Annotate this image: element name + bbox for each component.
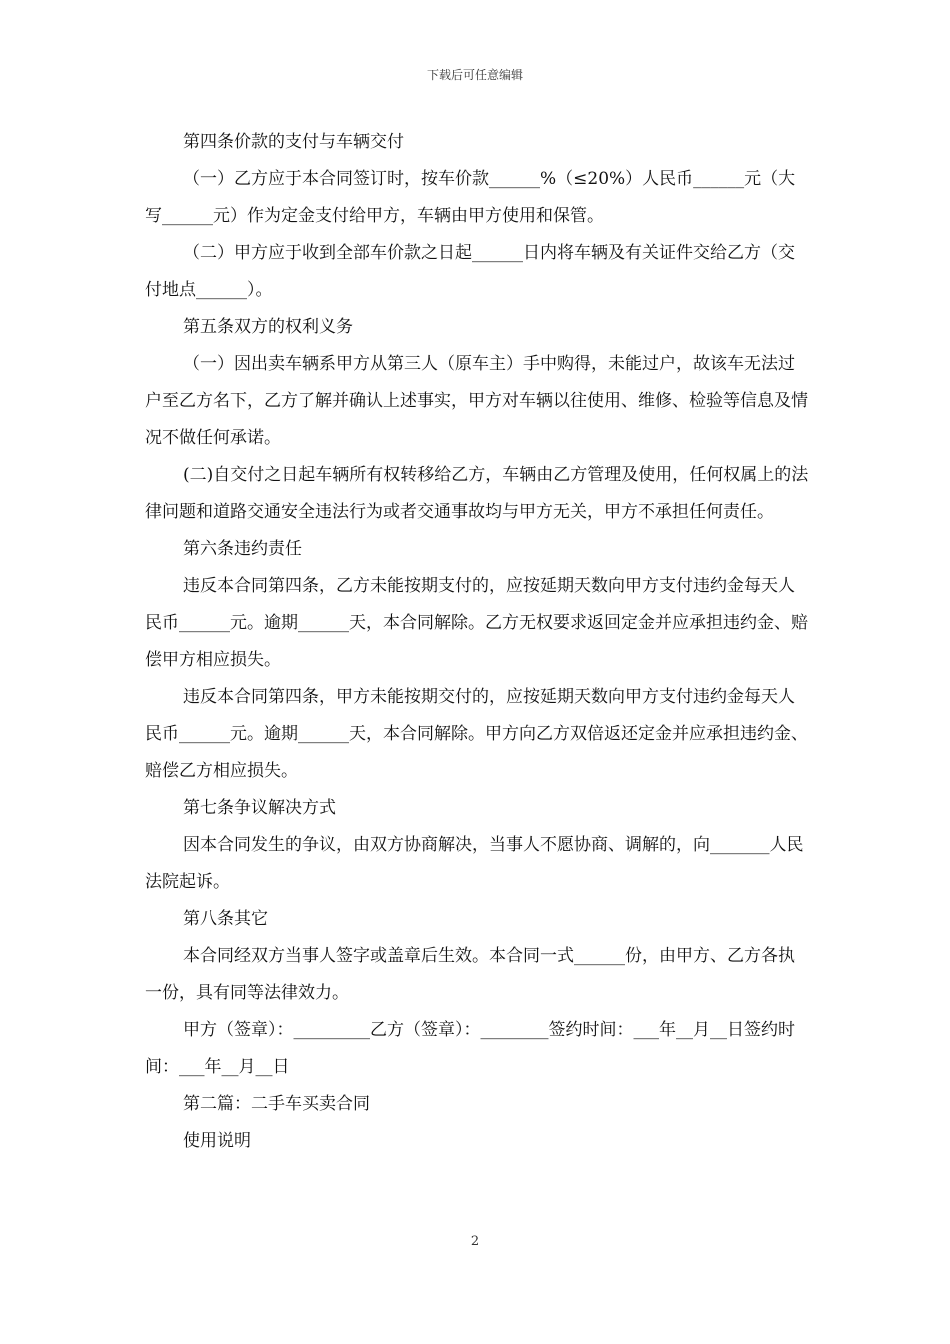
paragraph: 违反本合同第四条，甲方未能按期交付的，应按延期天数向甲方支付违约金每天人民币______元。逾期______天，本合同解除。甲方向乙方双倍返还定金并应承担违约金、赔偿乙方相应损失。 <box>145 687 808 781</box>
section-heading: 第四条价款的支付与车辆交付 <box>183 132 404 152</box>
paragraph: （一）乙方应于本合同签订时，按车价款______%（≤20%）人民币______元（大写______元）作为定金支付给甲方，车辆由甲方使用和保管。 <box>145 169 796 226</box>
page-number: 2 <box>470 1234 480 1249</box>
paragraph: 违反本合同第四条，乙方未能按期支付的，应按延期天数向甲方支付违约金每天人民币______元。逾期______天，本合同解除。乙方无权要求返回定金并应承担违约金、赔偿甲方相应损失。 <box>145 576 808 670</box>
paragraph: （二）甲方应于收到全部车价款之日起______日内将车辆及有关证件交给乙方（交付地点______）。 <box>145 243 795 300</box>
section-heading: 第五条双方的权利义务 <box>183 317 353 337</box>
page-header: 下载后可任意编辑 <box>426 68 523 82</box>
part-heading: 第二篇：二手车买卖合同 <box>183 1094 370 1114</box>
section-heading: 使用说明 <box>183 1131 251 1151</box>
paragraph: 因本合同发生的争议，由双方协商解决，当事人不愿协商、调解的，向_______人民法院起诉。 <box>145 835 804 892</box>
section-heading: 第八条其它 <box>183 909 268 929</box>
section-heading: 第六条违约责任 <box>183 539 302 559</box>
document-body <box>145 124 810 1160</box>
section-heading: 第七条争议解决方式 <box>183 798 336 818</box>
paragraph: 本合同经双方当事人签字或盖章后生效。本合同一式______份，由甲方、乙方各执一份，具有同等法律效力。 <box>145 946 795 1003</box>
paragraph: (二)自交付之日起车辆所有权转移给乙方，车辆由乙方管理及使用，任何权属上的法律问题和道路交通安全违法行为或者交通事故均与甲方无关，甲方不承担任何责任。 <box>145 465 809 522</box>
paragraph: （一）因出卖车辆系甲方从第三人（原车主）手中购得，未能过户，故该车无法过户至乙方名下，乙方了解并确认上述事实，甲方对车辆以往使用、维修、检验等信息及情况不做任何承诺。 <box>145 354 808 448</box>
signature-line: 甲方（签章）：_________乙方（签章）：________签约时间：___年__月__日签约时间：___年__月__日 <box>145 1020 795 1077</box>
